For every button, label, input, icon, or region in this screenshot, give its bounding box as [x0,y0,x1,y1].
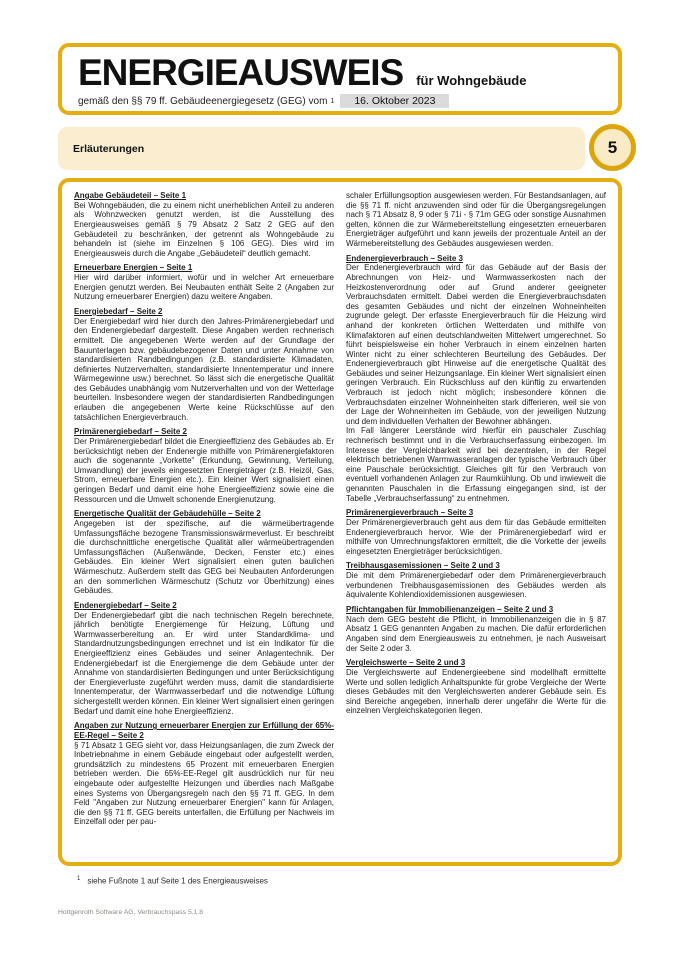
section [346,254,606,504]
right-column [346,191,606,854]
page-number: 5 [607,137,618,157]
section [74,509,334,596]
section [74,601,334,716]
law-reference-text: gemäß den §§ 79 ff. Gebäudeenergiegesetz (GEG) vom [78,95,328,107]
section [74,191,334,258]
section [346,508,606,556]
left-column [74,191,334,854]
header-box [58,43,622,115]
section-heading: Angabe Gebäudeteil – Seite 1 [74,191,187,200]
section-paragraph: Die Vergleichswerte auf Endenergieebene sind modellhaft ermittelte Werte und sollen lediglich Anhaltspunkte für grobe Vergleiche der Werte dieses Gebäudes mit den Vergleichswerten anderer Gebäude sein. Es sind Bereiche angegeben, innerhalb derer ungefähr die Werte für die einzelnen Vergleichskategorien liegen. [346,667,606,716]
section [74,307,334,422]
section [346,191,606,249]
document-title: ENERGIEAUSWEIS [78,52,404,93]
section-heading: Endenergieverbrauch – Seite 3 [346,253,463,263]
section-paragraph: Angegeben ist der spezifische, auf die wärmeübertragende Umfassungsfläche bezogene Transmissionswärmeverlust. Er beschreibt die durchschnittliche energetische Qualität aller wärmeübertragenden Umfassungsflächen (Außenwände, Decken, Fenster etc.) eines Gebäudes. Ein kleiner Wert signalisiert einen guten baulichen Wärmeschutz. Außerdem stellt das GEG bei Neubauten Anforderungen an den sommerlichen Wärmeschutz (Schutz vor Überhitzung) eines Gebäudes. [74,519,334,596]
section-heading: Vergleichswerte – Seite 2 und 3 [346,658,466,668]
page-number-badge [589,124,636,171]
section-paragraph: Hier wird darüber informiert, wofür und in welcher Art erneuerbare Energien genutzt werden. Bei Neubauten enthält Seite 2 (Angaben zur Nutzung erneuerbarer Energien) dazu weitere Angaben. [74,273,334,302]
section-heading: Primärenergiebedarf – Seite 2 [74,427,187,437]
section [346,605,606,653]
section-heading: Erneuerbare Energien – Seite 1 [74,263,193,273]
section-heading: Endenergiebedarf – Seite 2 [74,600,177,610]
title-row [78,54,604,91]
section [74,427,334,504]
section-paragraph: Der Energiebedarf wird hier durch den Jahres-Primärenergiebedarf und den Endenergiebedarf dargestellt. Diese Angaben werden rechnerisch ermittelt. Die angegebenen Werte werden auf der Grundlage der Bauunterlagen bzw. gebäudebezogener Daten und unter Annahme von standardisierten Randbedingungen (z.B. standardisierte Klimadaten, definiertes Nutzerverhalten, standardisierte Innentemperatur und innere Wärmegewinne usw.) berechnet. So lässt sich die energetische Qualität des Gebäudes unabhängig vom Nutzerverhalten und von der Wetterlage beurteilen. Insbesondere wegen der standardisierten Randbedingungen erlauben die angegebenen Werte keine Rückschlüsse auf den tatsächlichen Energieverbrauch. [74,316,334,422]
section-paragraph: Nach dem GEG besteht die Pflicht, in Immobilienanzeigen die in § 87 Absatz 1 GEG genannten Angaben zu machen. Die dafür erforderlichen Angaben sind dem Energieausweis zu entnehmen, je nach Ausweisart der Seite 2 oder 3. [346,614,606,653]
section-paragraph: Der Primärenergiebedarf bildet die Energieeffizienz des Gebäudes ab. Er berücksichtigt neben der Endenergie mithilfe von Primärenergiefaktoren auch die sogenannte „Vorkette“ (Erkundung, Gewinnung, Verteilung, Umwandlung) der jeweils eingesetzten Energieträger (z.B. Heizöl, Gas, Strom, erneuerbare Energien etc.). Ein kleiner Wert signalisiert einen geringen Bedarf und damit eine hohe Energieeffizienz sowie eine die Ressourcen und die Umwelt schonende Energienutzung. [74,437,334,504]
section-paragraph: Die mit dem Primärenergiebedarf oder dem Primärenergieverbrauch verbundenen Treibhausgasemissionen des Gebäudes werden als äquivalente Kohlendioxidemissionen ausgewiesen. [346,571,606,600]
law-reference-line [78,94,604,108]
section [74,263,334,302]
section [346,658,606,716]
section-heading: Primärenergieverbrauch – Seite 3 [346,508,474,518]
section-paragraph: Der Endenergiebedarf gibt die nach technischen Regeln berechnete, jährlich benötigte Energiemenge für Heizung, Lüftung und Warmwasserbereitung an. Er wird unter Standardklima- und Standardnutzungsbedingungen errechnet und ist ein Indikator für die Energieeffizienz eines Gebäudes und seiner Anlagentechnik. Der Endenergiebedarf ist die Energiemenge die dem Gebäude unter der Annahme von standardisierten Bedingungen und unter Berücksichtigung der Energieverluste zugeführt werden muss, damit die standardisierte Innentemperatur, der Warmwasserbedarf und die notwendige Lüftung sichergestellt werden können. Ein kleiner Wert signalisiert einen geringen Bedarf und damit eine hohe Energieeffizienz. [74,610,334,716]
footnote-text: siehe Fußnote 1 auf Seite 1 des Energieausweises [87,876,268,886]
section-heading: Energetische Qualität der Gebäudehülle – Seite 2 [74,509,261,519]
geg-date-field: 16. Oktober 2023 [340,94,449,108]
document-subtitle: für Wohngebäude [416,73,527,88]
section-paragraph: § 71 Absatz 1 GEG sieht vor, dass Heizungsanlagen, die zum Zweck der Inbetriebnahme in einem Gebäude eingebaut oder aufgestellt werden, grundsätzlich zu mindestens 65 Prozent mit erneuerbaren Energien betrieben werden. Die 65%-EE-Regel gilt ausdrücklich nur für neu eingebaute oder aufgestellte Heizungen und überdies nach Maßgabe eines Systems von Übergangsregeln nach den §§ 71 ff. GEG. In dem Feld "Angaben zur Nutzung erneuerbarer Energien" kann für Anlagen, die den §§ 71 ff. GEG bereits unterfallen, die Erfüllung per Nachweis im Einzelfall oder per pau- [74,740,334,827]
software-footer: Hottgenroth Software AG, Verbrauchspass 5.1.8 [58,909,204,916]
section [74,721,334,827]
section-paragraph: Der Primärenergieverbrauch geht aus dem für das Gebäude ermittelten Endenergieverbrauch hervor. Wie der Primärenergiebedarf wird er mithilfe von Umrechnungsfaktoren ermittelt, die die Vorkette der jeweils eingesetzten Energieträger berücksichtigen. [346,518,606,556]
section-heading: Angaben zur Nutzung erneuerbarer Energien zur Erfüllung der 65%-EE-Regel – Seite 2 [74,721,334,740]
footnote-marker: 1 [77,876,81,882]
section-heading: Pflichtangaben für Immobilienanzeigen – Seite 2 und 3 [346,604,554,614]
section [346,561,606,600]
section-paragraph: Bei Wohngebäuden, die zu einem nicht unerheblichen Anteil zu anderen als Wohnzwecken genutzt werden, ist die Ausstellung des Energieausweises gemäß § 79 Absatz 2 Satz 2 GEG auf den Gebäudeteil zu beschränken, der getrennt als Wohngebäude zu behandeln ist (siehe im Einzelnen § 106 GEG). Dies wird im Energieausweis durch die Angabe „Gebäudeteil“ deutlich gemacht. [74,200,334,258]
section-paragraph: Der Endenergieverbrauch wird für das Gebäude auf der Basis der Abrechnungen von Heiz- und Warmwasserkosten nach der Heizkostenverordnung oder auf Grund anderer geeigneter Verbrauchsdaten ermittelt. Dabei werden die Energieverbrauchsdaten des gesamten Gebäudes und nicht der einzelnen Wohneinheiten zugrunde gelegt. Der erfasste Energieverbrauch für die Heizung wird anhand der konkreten örtlichen Wetterdaten und mithilfe von Klimafaktoren auf einen deutschlandweiten Mittelwert umgerechnet. So führt beispielsweise ein hoher Verbrauch in einem einzelnen harten Winter nicht zu einer schlechteren Beurteilung des Gebäudes. Der Endenergieverbrauch gibt Hinweise auf die energetische Qualität des Gebäudes und seiner Heizungsanlage. Ein kleiner Wert signalisiert einen geringen Verbrauch. Ein Rückschluss auf den künftig zu erwartenden Verbrauch ist jedoch nicht möglich; insbesondere können die Verbrauchsdaten einzelner Wohneinheiten stark differieren, weil sie von der Lage der Wohneinheiten im Gebäude, von der jeweiligen Nutzung und dem individuellen Verhalten der Bewohner abhängen. [346,263,606,426]
section-heading: Energiebedarf – Seite 2 [74,306,163,316]
explanations-content-box [58,178,622,866]
section-paragraph: Im Fall längerer Leerstände wird hierfür ein pauschaler Zuschlag rechnerisch bestimmt und in die Verbrauchserfassung einbezogen. Im Interesse der Vergleichbarkeit wird bei dezentralen, in der Regel elektrisch betriebenen Warmwasseranlagen der typische Verbrauch über eine Pauschale berücksichtigt. Gleiches gilt für den Verbrauch von eventuell vorhandenen Anlagen zur Raumkühlung. Ob und inwieweit die genannten Pauschalen in die Erfassung eingegangen sind, ist der Tabelle „Verbrauchserfassung“ zu entnehmen. [346,426,606,503]
section-heading: Treibhausgasemissionen – Seite 2 und 3 [346,561,500,571]
section-band-title: Erläuterungen [73,142,145,155]
section-band [58,127,585,170]
section-paragraph: schaler Erfüllungsoption ausgewiesen werden. Für Bestandsanlagen, auf die §§ 71 ff. nicht anzuwenden sind oder für die Übergangsregelungen nach § 71 Absatz 8, 9 oder § 71i - § 71m GEG oder sonstige Ausnahmen gelten, können die zur Wärmebereitstellung eingesetzten erneuerbaren Energieträger aufgeführt und kann jeweils der prozentuale Anteil an der Wärmebereitstellung des Gebäudes ausgewiesen werden. [346,191,606,248]
footnote-reference: 1 [330,97,335,105]
footnote-line [77,876,268,886]
